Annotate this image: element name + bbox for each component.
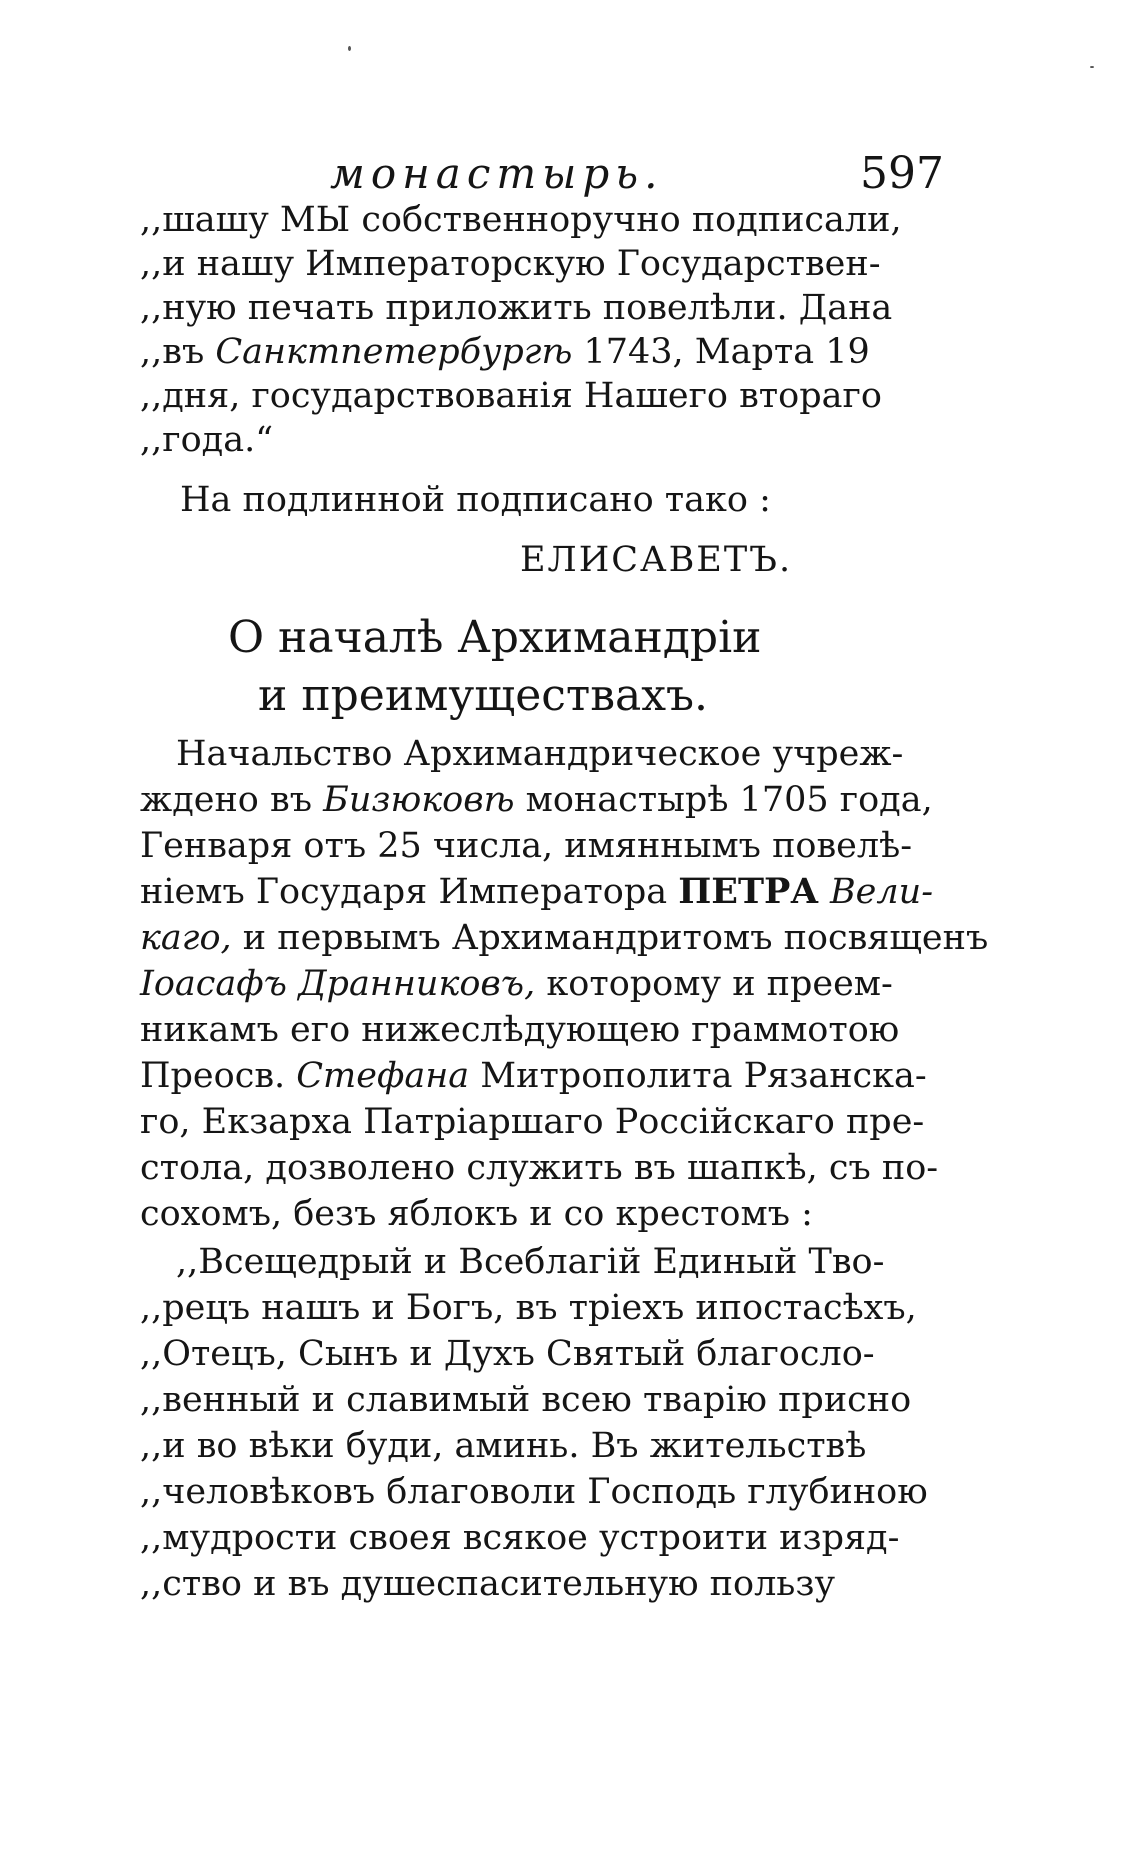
text-run: ждено въ bbox=[140, 780, 324, 820]
person-name: ПЕТРА bbox=[678, 871, 819, 912]
text-run: 1743, Марта 19 bbox=[572, 332, 870, 372]
text-line: ,,человѣковъ благоволи Господь глубиною bbox=[140, 1472, 928, 1512]
person-name: Іоасафъ Дранниковъ, bbox=[140, 964, 536, 1004]
text-line: стола, дозволено служить въ шапкѣ, съ по- bbox=[140, 1148, 939, 1188]
signature-note: На подлинной подписано тако : bbox=[180, 480, 771, 520]
text-line: ,,рецъ нашъ и Богъ, въ тріехъ ипостасѣхъ, bbox=[140, 1288, 917, 1328]
text-line: сохомъ, безъ яблокъ и со крестомъ : bbox=[140, 1194, 813, 1234]
text-run: монастырѣ 1705 года, bbox=[514, 780, 933, 820]
text-line: ,,и нашу Императорскую Государствен- bbox=[140, 244, 881, 284]
text-line: ,,венный и славимый всею тварію присно bbox=[140, 1380, 912, 1420]
text-line: никамъ его нижеслѣдующею граммотою bbox=[140, 1010, 900, 1050]
signature-name: ЕЛИСАВЕТЪ. bbox=[520, 540, 793, 580]
text-line: ,,ство и въ душеспасительную пользу bbox=[140, 1564, 836, 1604]
text-line bbox=[140, 776, 933, 824]
text-line bbox=[140, 914, 989, 962]
place-name: Санктпетербургѣ bbox=[215, 332, 573, 372]
page-number: 597 bbox=[860, 148, 944, 199]
text-line bbox=[140, 960, 893, 1008]
person-name: Стефана bbox=[296, 1056, 470, 1096]
text-line: ,,Всещедрый и Всеблагій Единый Тво- bbox=[176, 1242, 885, 1282]
text-run: Митрополита Рязанска- bbox=[469, 1056, 927, 1096]
text-line: ,,мудрости своея всякое устроити изряд- bbox=[140, 1518, 900, 1558]
running-head: монастырь. bbox=[330, 149, 664, 198]
epithet: Вели- bbox=[818, 872, 934, 912]
text-line bbox=[140, 1052, 927, 1100]
text-line: ,,дня, государствованія Нашего втораго bbox=[140, 376, 882, 416]
section-heading-line: О началѣ Архимандріи bbox=[228, 612, 762, 663]
text-line: Начальство Архимандрическое учреж- bbox=[176, 734, 904, 774]
text-line bbox=[140, 868, 934, 916]
text-line: го, Екзарха Патріаршаго Россійскаго пре- bbox=[140, 1102, 925, 1142]
place-name: Бизюковѣ bbox=[323, 780, 515, 820]
text-line: ,,и во вѣки буди, аминь. Въ жительствѣ bbox=[140, 1426, 867, 1466]
print-speck bbox=[1090, 66, 1094, 68]
epithet: каго, bbox=[140, 918, 232, 958]
text-line bbox=[140, 328, 870, 376]
text-line: Генваря отъ 25 числа, имяннымъ повелѣ- bbox=[140, 826, 913, 866]
text-run: Преосв. bbox=[140, 1056, 297, 1096]
text-run: которому и преем- bbox=[535, 964, 893, 1004]
text-run: ,,въ bbox=[140, 332, 216, 372]
text-line: ,,ную печать приложить повелѣли. Дана bbox=[140, 288, 893, 328]
section-heading-line: и преимуществахъ. bbox=[258, 670, 709, 721]
text-line: ,,года.“ bbox=[140, 420, 274, 460]
text-run: и первымъ Архимандритомъ посвященъ bbox=[231, 918, 989, 958]
print-speck bbox=[348, 46, 351, 51]
text-line: ,,Отецъ, Сынъ и Духъ Святый благосло- bbox=[140, 1334, 875, 1374]
text-run: ніемъ Государя Императора bbox=[140, 872, 679, 912]
text-line: ,,шашу МЫ собственноручно подписали, bbox=[140, 200, 902, 240]
